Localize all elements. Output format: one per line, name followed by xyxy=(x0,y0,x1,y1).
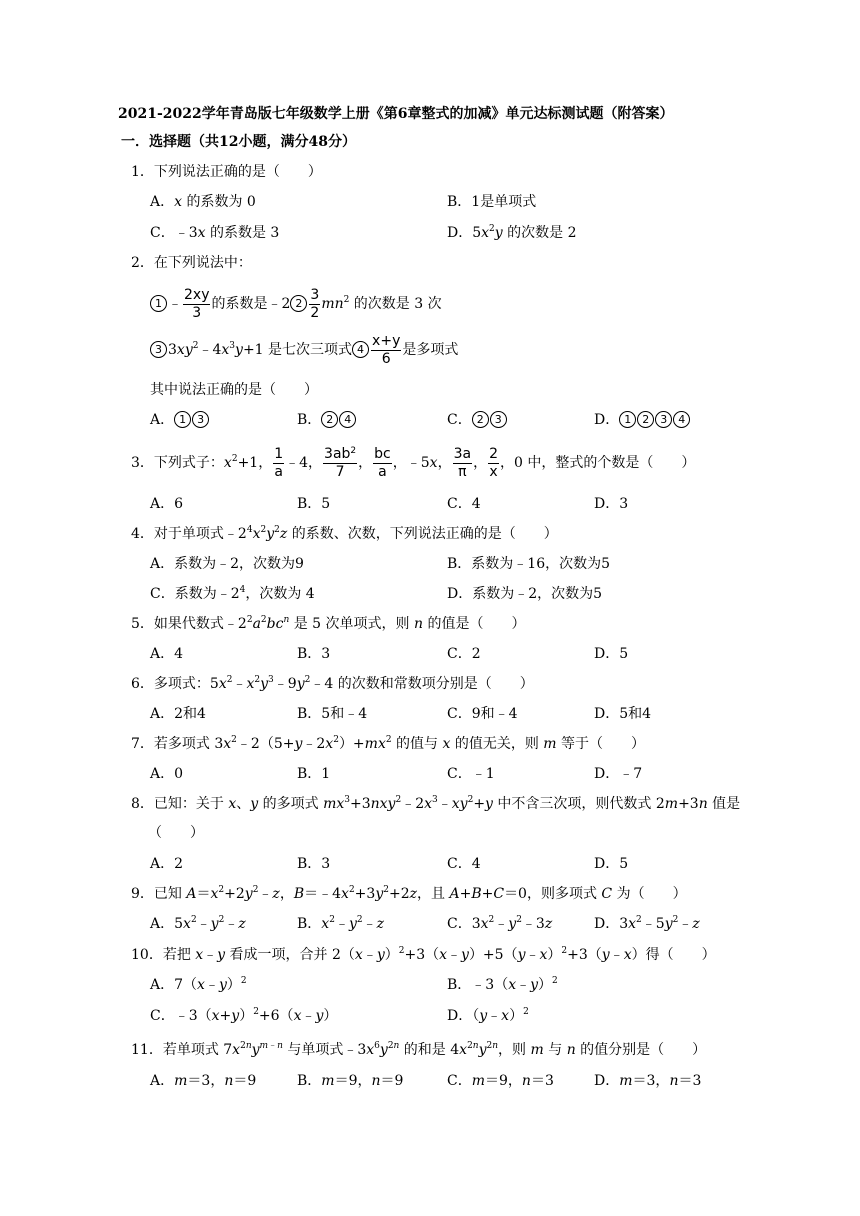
fraction-x-plus-y-over-6: $\frac{x+y}{6}$ xyxy=(372,332,401,367)
circled-number-1: 1 xyxy=(150,295,167,312)
q6-option-a: A．2和4 xyxy=(150,706,206,722)
q1-option-d: D．$5x^2y$ 的次数是 2 xyxy=(447,224,577,241)
q3-stem: 3．下列式子：$x^2+1$， $\frac{1}{a}$ ﹣4， $\frac{3ab^2}{7}$ ， $\frac{bc}{a}$ ，﹣5x， $\frac{3a}{\pi}$ ， $\frac{2}{x}$ ，0 中，整式的个数是（ ） xyxy=(131,445,696,480)
fraction-2-over-x: $\frac{2}{x}$ xyxy=(489,445,498,480)
q7-option-b: B．1 xyxy=(297,766,331,782)
q10-stem: 10．若把 x﹣y 看成一项，合并 2（x﹣y）$^2$+3（x﹣y）+5（y﹣x）$^2$+3（y﹣x）得（ ） xyxy=(131,946,716,963)
q4-option-b: B．系数为﹣16，次数为5 xyxy=(447,556,611,572)
q2-stem: 2．在下列说法中： xyxy=(131,255,252,271)
q9-option-a: A．$5x^2﹣y^2﹣z$ xyxy=(150,915,246,932)
q9-option-b: B．$x^2﹣y^2﹣z$ xyxy=(297,915,384,932)
q5-option-d: D．5 xyxy=(594,646,629,662)
page-title: 2021-2022学年青岛版七年级数学上册《第6章整式的加减》单元达标测试题（附答案） xyxy=(118,106,674,122)
q11-option-a: A．m＝3，n＝9 xyxy=(150,1073,257,1089)
q5-option-c: C．2 xyxy=(447,646,481,662)
q11-stem: 11．若单项式 $7x^{2n}y^{m﹣n}$ 与单项式$﹣3x^6y^{2n}$ 的和是 $4x^{2n}y^{2n}$，则 m 与 n 的值分别是（ ） xyxy=(131,1041,707,1058)
q6-stem: 6．多项式：$5x^2﹣x^2y^3﹣9y^2﹣4$ 的次数和常数项分别是（ ） xyxy=(131,675,534,692)
circled-number-4: 4 xyxy=(352,341,369,358)
q5-stem: 5．如果代数式$﹣2^2a^2bc^n$ 是 5 次单项式，则 n 的值是（ ） xyxy=(131,615,526,632)
q3-option-b: B．5 xyxy=(297,496,331,512)
circled-number-3: 3 xyxy=(150,341,167,358)
q8-stem-cont: （ ） xyxy=(148,825,204,841)
q3-option-d: D．3 xyxy=(594,496,629,512)
q2-ask: 其中说法正确的是（ ） xyxy=(150,382,318,398)
q2-option-d: D． 1 2 3 4 xyxy=(594,410,691,430)
q10-option-a: A．7（x﹣y）$^2$ xyxy=(150,976,247,993)
q10-option-b: B．﹣3（x﹣y）$^2$ xyxy=(447,976,558,993)
q7-option-d: D．﹣7 xyxy=(594,766,643,782)
q9-stem: 9．已知 $A=x^2+2y^2﹣z$，$B=﹣4x^2+3y^2+2z$，且 A+B+C＝0，则多项式 C 为（ ） xyxy=(131,885,687,902)
q1-option-c: C．﹣3x 的系数是 3 xyxy=(150,225,280,241)
q7-stem: 7．若多项式 $3x^2﹣2(5+y﹣2x^2)+mx^2$ 的值与 x 的值无关，则 m 等于（ ） xyxy=(131,735,646,752)
fraction-3-over-2: $\frac{3}{2}$ xyxy=(310,286,320,321)
q4-stem: 4．对于单项式$﹣2^4x^2y^2z$ 的系数、次数，下列说法正确的是（ ） xyxy=(131,525,558,542)
section-heading: 一．选择题（共12小题，满分48分） xyxy=(121,134,356,150)
fraction-3ab2-over-7: $\frac{3ab^2}{7}$ xyxy=(324,445,357,480)
q2-statements-3-4: 3 $3xy^2﹣4x^3y+1$ 是七次三项式 4 $\frac{x+y}{6}$ 是多项式 xyxy=(150,331,458,369)
q7-option-a: A．0 xyxy=(150,766,184,782)
q9-option-d: D．$3x^2﹣5y^2﹣z$ xyxy=(594,915,700,932)
q5-option-b: B．3 xyxy=(297,646,331,662)
q10-option-d: D．（y﹣x）$^2$ xyxy=(447,1007,529,1024)
q2-option-c: C． 2 3 xyxy=(447,410,508,430)
q2-option-a: A． 1 3 xyxy=(150,410,210,430)
q8-option-a: A．2 xyxy=(150,856,184,872)
q10-option-c: C．$﹣3(x+y)^2+6(x﹣y)$ xyxy=(150,1007,338,1024)
q2-statements-1-2: 1 ﹣ $\frac{2xy}{3}$ 的系数是﹣2 2 $\frac{3}{2}$ $mn^2$ 的次数是 3 次 xyxy=(150,285,442,323)
fraction-1-over-a: $\frac{1}{a}$ xyxy=(274,445,284,480)
q2-option-b: B． 2 4 xyxy=(297,410,357,430)
q5-option-a: A．4 xyxy=(150,646,184,662)
q8-option-b: B．3 xyxy=(297,856,331,872)
q4-option-a: A．系数为﹣2，次数为9 xyxy=(150,556,304,572)
q9-option-c: C．$3x^2﹣y^2﹣3z$ xyxy=(447,915,553,932)
q6-option-c: C．9和﹣4 xyxy=(447,706,518,722)
q1-stem: 1．下列说法正确的是（ ） xyxy=(131,164,322,180)
fraction-3a-over-pi: $\frac{3a}{\pi}$ xyxy=(453,445,472,480)
q8-option-c: C．4 xyxy=(447,856,481,872)
q6-option-b: B．5和﹣4 xyxy=(297,706,368,722)
fraction-bc-over-a: $\frac{bc}{a}$ xyxy=(374,445,391,480)
circled-number-2: 2 xyxy=(290,295,307,312)
q8-stem: 8．已知：关于 x、y 的多项式 $mx^3+3nxy^2﹣2x^3﹣xy^2+y$ 中不含三次项，则代数式 2m+3n 值是 xyxy=(131,795,741,812)
q8-option-d: D．5 xyxy=(594,856,629,872)
q11-option-b: B．m＝9，n＝9 xyxy=(297,1073,404,1089)
q3-option-a: A．6 xyxy=(150,496,184,512)
q7-option-c: C．﹣1 xyxy=(447,766,495,782)
q3-option-c: C．4 xyxy=(447,496,481,512)
q11-option-d: D．m＝3，n＝3 xyxy=(594,1073,702,1089)
q4-option-d: D．系数为﹣2，次数为5 xyxy=(447,586,603,602)
q1-option-b: B．1是单项式 xyxy=(447,194,537,210)
fraction-2xy-over-3: $\frac{2xy}{3}$ xyxy=(184,286,210,321)
q4-option-c: C．系数为$﹣2^4$，次数为 4 xyxy=(150,585,315,602)
q11-option-c: C．m＝9，n＝3 xyxy=(447,1073,554,1089)
q6-option-d: D．5和4 xyxy=(594,706,652,722)
q1-option-a: A．x 的系数为 0 xyxy=(150,194,256,210)
